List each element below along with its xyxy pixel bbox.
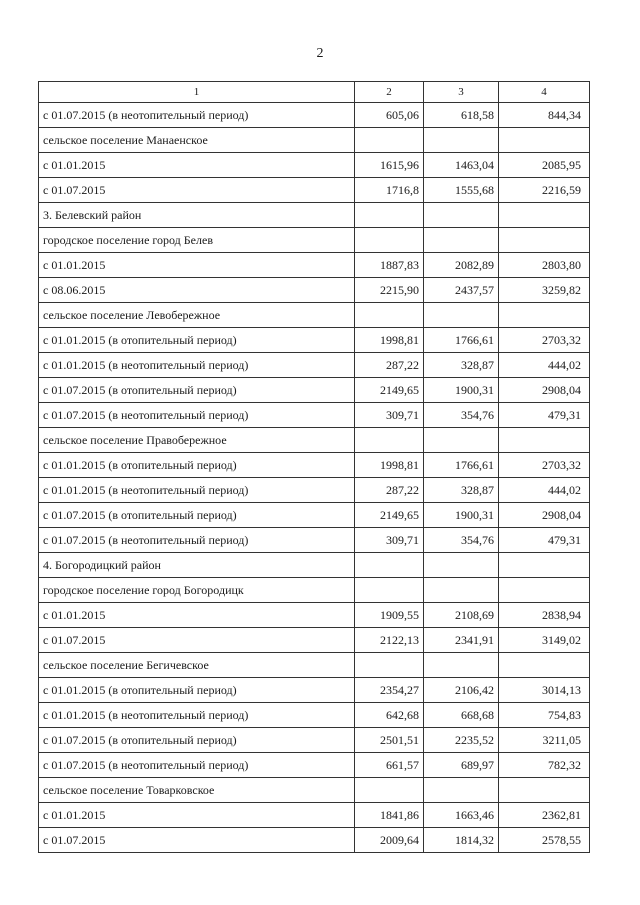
row-label-cell: городское поселение город Богородицк <box>39 578 355 603</box>
row-label-cell: с 01.01.2015 (в отопительный период) <box>39 453 355 478</box>
page-number: 2 <box>316 46 324 61</box>
value-cell-col-2: 605,06 <box>355 103 424 128</box>
table-row <box>39 278 590 303</box>
value-cell-col-3: 2108,69 <box>424 603 499 628</box>
value-cell-col-3: 354,76 <box>424 528 499 553</box>
row-label-cell: с 08.06.2015 <box>39 278 355 303</box>
value-cell-col-4 <box>499 203 590 228</box>
value-cell-col-2 <box>355 428 424 453</box>
row-label-cell: с 01.01.2015 (в отопительный период) <box>39 678 355 703</box>
value-cell-col-3: 1766,61 <box>424 328 499 353</box>
value-cell-col-4: 2838,94 <box>499 603 590 628</box>
row-label-cell: с 01.01.2015 <box>39 603 355 628</box>
value-cell-col-3: 1663,46 <box>424 803 499 828</box>
row-label-cell: 3. Белевский район <box>39 203 355 228</box>
value-cell-col-2: 2215,90 <box>355 278 424 303</box>
table-row <box>39 203 590 228</box>
value-cell-col-2: 309,71 <box>355 403 424 428</box>
table-row <box>39 778 590 803</box>
row-label-cell: сельское поселение Товарковское <box>39 778 355 803</box>
value-cell-col-2 <box>355 228 424 253</box>
value-cell-col-4 <box>499 578 590 603</box>
value-cell-col-2 <box>355 303 424 328</box>
table-row <box>39 228 590 253</box>
table-row <box>39 253 590 278</box>
value-cell-col-4 <box>499 653 590 678</box>
header-cell-col-4: 4 <box>499 82 590 103</box>
row-label-cell: с 01.07.2015 (в отопительный период) <box>39 378 355 403</box>
row-label-cell: сельское поселение Бегичевское <box>39 653 355 678</box>
value-cell-col-3 <box>424 228 499 253</box>
value-cell-col-2: 309,71 <box>355 528 424 553</box>
value-cell-col-2: 1887,83 <box>355 253 424 278</box>
value-cell-col-2: 1716,8 <box>355 178 424 203</box>
value-cell-col-3: 2106,42 <box>424 678 499 703</box>
value-cell-col-3: 689,97 <box>424 753 499 778</box>
value-cell-col-2: 287,22 <box>355 478 424 503</box>
table-row <box>39 453 590 478</box>
table-row <box>39 128 590 153</box>
value-cell-col-2 <box>355 203 424 228</box>
row-label-cell: с 01.07.2015 (в отопительный период) <box>39 728 355 753</box>
table-row <box>39 603 590 628</box>
value-cell-col-2: 1909,55 <box>355 603 424 628</box>
value-cell-col-2: 2122,13 <box>355 628 424 653</box>
value-cell-col-2: 287,22 <box>355 353 424 378</box>
value-cell-col-4: 2803,80 <box>499 253 590 278</box>
table-row <box>39 353 590 378</box>
row-label-cell: сельское поселение Манаенское <box>39 128 355 153</box>
value-cell-col-3: 1463,04 <box>424 153 499 178</box>
row-label-cell: с 01.01.2015 <box>39 803 355 828</box>
value-cell-col-4: 2703,32 <box>499 453 590 478</box>
row-label-cell: с 01.07.2015 (в неотопительный период) <box>39 528 355 553</box>
value-cell-col-4: 2703,32 <box>499 328 590 353</box>
value-cell-col-2: 2501,51 <box>355 728 424 753</box>
value-cell-col-4: 2216,59 <box>499 178 590 203</box>
table-row <box>39 103 590 128</box>
table-row <box>39 753 590 778</box>
row-label-cell: с 01.07.2015 (в неотопительный период) <box>39 753 355 778</box>
value-cell-col-4 <box>499 428 590 453</box>
table-row <box>39 828 590 853</box>
value-cell-col-4: 844,34 <box>499 103 590 128</box>
value-cell-col-4: 782,32 <box>499 753 590 778</box>
value-cell-col-3 <box>424 203 499 228</box>
table-header-row <box>39 82 590 103</box>
row-label-cell: с 01.01.2015 (в неотопительный период) <box>39 353 355 378</box>
value-cell-col-2: 1615,96 <box>355 153 424 178</box>
value-cell-col-4: 2085,95 <box>499 153 590 178</box>
value-cell-col-2: 1998,81 <box>355 453 424 478</box>
row-label-cell: с 01.01.2015 <box>39 153 355 178</box>
row-label-cell: с 01.01.2015 (в неотопительный период) <box>39 478 355 503</box>
table-row <box>39 403 590 428</box>
table-row <box>39 153 590 178</box>
value-cell-col-2 <box>355 578 424 603</box>
value-cell-col-2: 1841,86 <box>355 803 424 828</box>
value-cell-col-2: 2354,27 <box>355 678 424 703</box>
value-cell-col-4: 3259,82 <box>499 278 590 303</box>
row-label-cell: с 01.07.2015 (в отопительный период) <box>39 503 355 528</box>
row-label-cell: сельское поселение Левобережное <box>39 303 355 328</box>
row-label-cell: с 01.01.2015 <box>39 253 355 278</box>
row-label-cell: с 01.01.2015 (в отопительный период) <box>39 328 355 353</box>
value-cell-col-3 <box>424 128 499 153</box>
value-cell-col-3 <box>424 303 499 328</box>
value-cell-col-3: 354,76 <box>424 403 499 428</box>
value-cell-col-4: 2362,81 <box>499 803 590 828</box>
table-row <box>39 653 590 678</box>
value-cell-col-3: 1900,31 <box>424 503 499 528</box>
row-label-cell: с 01.07.2015 <box>39 628 355 653</box>
value-cell-col-4: 444,02 <box>499 353 590 378</box>
row-label-cell: с 01.07.2015 <box>39 178 355 203</box>
value-cell-col-3: 328,87 <box>424 353 499 378</box>
table-row <box>39 178 590 203</box>
row-label-cell: с 01.07.2015 (в неотопительный период) <box>39 403 355 428</box>
value-cell-col-3: 618,58 <box>424 103 499 128</box>
value-cell-col-2: 2149,65 <box>355 503 424 528</box>
value-cell-col-3: 2235,52 <box>424 728 499 753</box>
value-cell-col-3: 1555,68 <box>424 178 499 203</box>
value-cell-col-4: 2908,04 <box>499 378 590 403</box>
row-label-cell: с 01.07.2015 <box>39 828 355 853</box>
value-cell-col-3 <box>424 428 499 453</box>
table-row <box>39 628 590 653</box>
table-row <box>39 803 590 828</box>
value-cell-col-3 <box>424 578 499 603</box>
value-cell-col-3: 2341,91 <box>424 628 499 653</box>
value-cell-col-4 <box>499 228 590 253</box>
table-row <box>39 678 590 703</box>
tariff-table <box>38 81 590 853</box>
value-cell-col-4: 479,31 <box>499 528 590 553</box>
table-row <box>39 578 590 603</box>
value-cell-col-4 <box>499 303 590 328</box>
value-cell-col-4 <box>499 553 590 578</box>
table-row <box>39 303 590 328</box>
table-row <box>39 528 590 553</box>
header-cell-col-1: 1 <box>39 82 355 103</box>
table-row <box>39 378 590 403</box>
value-cell-col-4: 479,31 <box>499 403 590 428</box>
value-cell-col-2: 2009,64 <box>355 828 424 853</box>
value-cell-col-2: 1998,81 <box>355 328 424 353</box>
table-row <box>39 703 590 728</box>
value-cell-col-3 <box>424 653 499 678</box>
value-cell-col-4 <box>499 778 590 803</box>
table-row <box>39 503 590 528</box>
table-row <box>39 553 590 578</box>
header-cell-col-2: 2 <box>355 82 424 103</box>
value-cell-col-3: 2437,57 <box>424 278 499 303</box>
value-cell-col-3: 328,87 <box>424 478 499 503</box>
table-row <box>39 428 590 453</box>
value-cell-col-3: 1900,31 <box>424 378 499 403</box>
value-cell-col-4: 3149,02 <box>499 628 590 653</box>
row-label-cell: городское поселение город Белев <box>39 228 355 253</box>
row-label-cell: 4. Богородицкий район <box>39 553 355 578</box>
table-body <box>39 82 590 853</box>
table-row <box>39 728 590 753</box>
value-cell-col-4 <box>499 128 590 153</box>
value-cell-col-4: 3211,05 <box>499 728 590 753</box>
value-cell-col-3: 1766,61 <box>424 453 499 478</box>
value-cell-col-4: 2908,04 <box>499 503 590 528</box>
value-cell-col-2 <box>355 128 424 153</box>
value-cell-col-2 <box>355 653 424 678</box>
table-row <box>39 478 590 503</box>
row-label-cell: с 01.07.2015 (в неотопительный период) <box>39 103 355 128</box>
value-cell-col-2: 661,57 <box>355 753 424 778</box>
value-cell-col-2: 2149,65 <box>355 378 424 403</box>
header-cell-col-3: 3 <box>424 82 499 103</box>
value-cell-col-3: 668,68 <box>424 703 499 728</box>
row-label-cell: сельское поселение Правобережное <box>39 428 355 453</box>
value-cell-col-4: 444,02 <box>499 478 590 503</box>
value-cell-col-3: 2082,89 <box>424 253 499 278</box>
value-cell-col-2: 642,68 <box>355 703 424 728</box>
value-cell-col-2 <box>355 553 424 578</box>
value-cell-col-3 <box>424 553 499 578</box>
value-cell-col-4: 2578,55 <box>499 828 590 853</box>
table-row <box>39 328 590 353</box>
value-cell-col-3 <box>424 778 499 803</box>
value-cell-col-4: 754,83 <box>499 703 590 728</box>
value-cell-col-4: 3014,13 <box>499 678 590 703</box>
row-label-cell: с 01.01.2015 (в неотопительный период) <box>39 703 355 728</box>
value-cell-col-2 <box>355 778 424 803</box>
value-cell-col-3: 1814,32 <box>424 828 499 853</box>
